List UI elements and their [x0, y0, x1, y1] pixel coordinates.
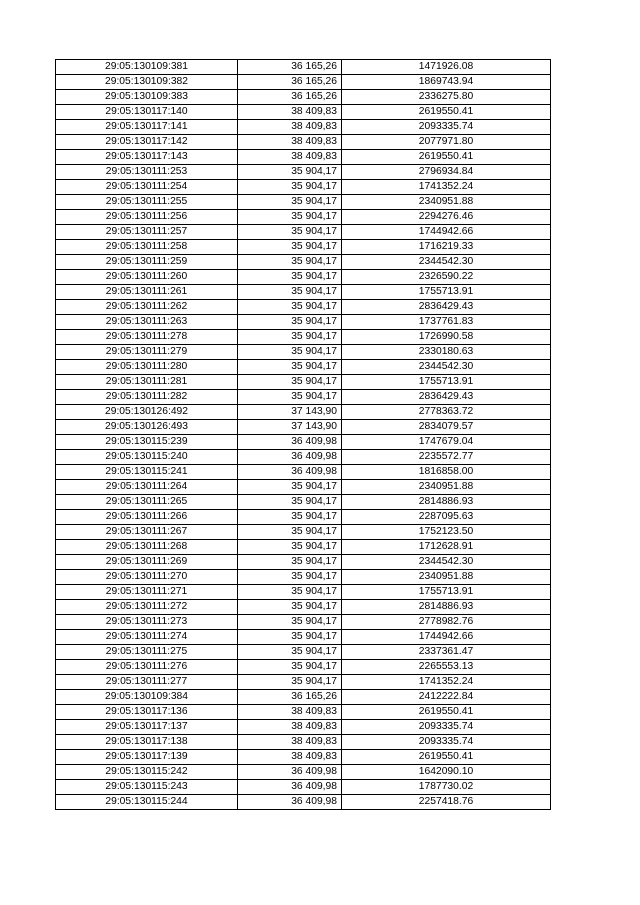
table-row — [56, 375, 551, 390]
rate-cell: 35 904,17 — [238, 510, 342, 525]
value-cell: 2093335.74 — [342, 735, 551, 750]
table-row — [56, 345, 551, 360]
value-cell: 1816858.00 — [342, 465, 551, 480]
value-cell: 2344542.30 — [342, 255, 551, 270]
cadastral-number-cell: 29:05:130109:384 — [56, 690, 238, 705]
value-cell: 1741352.24 — [342, 180, 551, 195]
rate-cell: 35 904,17 — [238, 240, 342, 255]
cadastral-number-cell: 29:05:130115:240 — [56, 450, 238, 465]
value-cell: 1752123.50 — [342, 525, 551, 540]
rate-cell: 35 904,17 — [238, 495, 342, 510]
table-row — [56, 420, 551, 435]
cadastral-number-cell: 29:05:130115:243 — [56, 780, 238, 795]
table-row — [56, 435, 551, 450]
table-row — [56, 270, 551, 285]
value-cell: 2814886.93 — [342, 600, 551, 615]
table-row — [56, 285, 551, 300]
rate-cell: 38 409,83 — [238, 150, 342, 165]
table-row — [56, 780, 551, 795]
table-row — [56, 630, 551, 645]
cadastral-number-cell: 29:05:130117:142 — [56, 135, 238, 150]
rate-cell: 35 904,17 — [238, 315, 342, 330]
table-row — [56, 765, 551, 780]
cadastral-number-cell: 29:05:130111:264 — [56, 480, 238, 495]
table-row — [56, 450, 551, 465]
cadastral-number-cell: 29:05:130111:267 — [56, 525, 238, 540]
cadastral-number-cell: 29:05:130111:260 — [56, 270, 238, 285]
value-cell: 1755713.91 — [342, 375, 551, 390]
cadastral-number-cell: 29:05:130109:382 — [56, 75, 238, 90]
rate-cell: 38 409,83 — [238, 720, 342, 735]
value-cell: 2619550.41 — [342, 150, 551, 165]
value-cell: 2294276.46 — [342, 210, 551, 225]
cadastral-number-cell: 29:05:130111:276 — [56, 660, 238, 675]
rate-cell: 36 409,98 — [238, 465, 342, 480]
table-row — [56, 195, 551, 210]
cadastral-number-cell: 29:05:130117:143 — [56, 150, 238, 165]
cadastral-number-cell: 29:05:130111:273 — [56, 615, 238, 630]
table-row — [56, 525, 551, 540]
cadastral-number-cell: 29:05:130111:280 — [56, 360, 238, 375]
table-row — [56, 465, 551, 480]
value-cell: 2337361.47 — [342, 645, 551, 660]
table-row — [56, 750, 551, 765]
rate-cell: 36 409,98 — [238, 450, 342, 465]
rate-cell: 36 409,98 — [238, 795, 342, 810]
rate-cell: 35 904,17 — [238, 360, 342, 375]
cadastral-number-cell: 29:05:130111:266 — [56, 510, 238, 525]
table-row — [56, 225, 551, 240]
cadastral-number-cell: 29:05:130111:254 — [56, 180, 238, 195]
rate-cell: 35 904,17 — [238, 600, 342, 615]
cadastral-number-cell: 29:05:130111:258 — [56, 240, 238, 255]
table-row — [56, 255, 551, 270]
cadastral-number-cell: 29:05:130117:138 — [56, 735, 238, 750]
cadastral-number-cell: 29:05:130111:274 — [56, 630, 238, 645]
cadastral-value-table — [55, 59, 551, 810]
rate-cell: 35 904,17 — [238, 480, 342, 495]
value-cell: 1642090.10 — [342, 765, 551, 780]
rate-cell: 35 904,17 — [238, 645, 342, 660]
cadastral-number-cell: 29:05:130111:262 — [56, 300, 238, 315]
table-row — [56, 690, 551, 705]
rate-cell: 35 904,17 — [238, 390, 342, 405]
cadastral-number-cell: 29:05:130111:255 — [56, 195, 238, 210]
table-row — [56, 570, 551, 585]
cadastral-number-cell: 29:05:130115:239 — [56, 435, 238, 450]
table-row — [56, 150, 551, 165]
rate-cell: 36 165,26 — [238, 90, 342, 105]
cadastral-number-cell: 29:05:130111:257 — [56, 225, 238, 240]
value-cell: 2336275.80 — [342, 90, 551, 105]
rate-cell: 35 904,17 — [238, 555, 342, 570]
cadastral-number-cell: 29:05:130115:242 — [56, 765, 238, 780]
cadastral-number-cell: 29:05:130111:270 — [56, 570, 238, 585]
cadastral-number-cell: 29:05:130111:271 — [56, 585, 238, 600]
value-cell: 2834079.57 — [342, 420, 551, 435]
value-cell: 2796934.84 — [342, 165, 551, 180]
rate-cell: 38 409,83 — [238, 135, 342, 150]
rate-cell: 35 904,17 — [238, 330, 342, 345]
rate-cell: 36 409,98 — [238, 765, 342, 780]
cadastral-number-cell: 29:05:130111:269 — [56, 555, 238, 570]
cadastral-number-cell: 29:05:130117:136 — [56, 705, 238, 720]
rate-cell: 38 409,83 — [238, 105, 342, 120]
value-cell: 2235572.77 — [342, 450, 551, 465]
value-cell: 2326590.22 — [342, 270, 551, 285]
rate-cell: 36 165,26 — [238, 75, 342, 90]
table-row — [56, 165, 551, 180]
cadastral-number-cell: 29:05:130109:381 — [56, 60, 238, 75]
table-row — [56, 735, 551, 750]
cadastral-number-cell: 29:05:130126:492 — [56, 405, 238, 420]
cadastral-number-cell: 29:05:130111:261 — [56, 285, 238, 300]
rate-cell: 38 409,83 — [238, 735, 342, 750]
rate-cell: 35 904,17 — [238, 300, 342, 315]
rate-cell: 38 409,83 — [238, 120, 342, 135]
value-cell: 2836429.43 — [342, 390, 551, 405]
table-row — [56, 60, 551, 75]
cadastral-number-cell: 29:05:130111:282 — [56, 390, 238, 405]
table-row — [56, 240, 551, 255]
table-row — [56, 645, 551, 660]
table-row — [56, 615, 551, 630]
cadastral-number-cell: 29:05:130111:277 — [56, 675, 238, 690]
rate-cell: 35 904,17 — [238, 585, 342, 600]
cadastral-number-cell: 29:05:130111:278 — [56, 330, 238, 345]
cadastral-number-cell: 29:05:130111:256 — [56, 210, 238, 225]
rate-cell: 36 165,26 — [238, 690, 342, 705]
rate-cell: 35 904,17 — [238, 225, 342, 240]
rate-cell: 36 165,26 — [238, 60, 342, 75]
rate-cell: 35 904,17 — [238, 195, 342, 210]
table-row — [56, 510, 551, 525]
rate-cell: 38 409,83 — [238, 705, 342, 720]
value-cell: 2340951.88 — [342, 570, 551, 585]
cadastral-number-cell: 29:05:130111:279 — [56, 345, 238, 360]
value-cell: 2340951.88 — [342, 480, 551, 495]
rate-cell: 35 904,17 — [238, 210, 342, 225]
value-cell: 2257418.76 — [342, 795, 551, 810]
table-row — [56, 540, 551, 555]
value-cell: 1471926.08 — [342, 60, 551, 75]
rate-cell: 35 904,17 — [238, 165, 342, 180]
table-row — [56, 585, 551, 600]
value-cell: 1747679.04 — [342, 435, 551, 450]
rate-cell: 35 904,17 — [238, 525, 342, 540]
table-row — [56, 720, 551, 735]
table-row — [56, 360, 551, 375]
value-cell: 2778363.72 — [342, 405, 551, 420]
value-cell: 2619550.41 — [342, 105, 551, 120]
rate-cell: 35 904,17 — [238, 570, 342, 585]
rate-cell: 35 904,17 — [238, 345, 342, 360]
table-row — [56, 300, 551, 315]
cadastral-number-cell: 29:05:130115:244 — [56, 795, 238, 810]
rate-cell: 37 143,90 — [238, 420, 342, 435]
value-cell: 1716219.33 — [342, 240, 551, 255]
rate-cell: 35 904,17 — [238, 630, 342, 645]
value-cell: 1869743.94 — [342, 75, 551, 90]
rate-cell: 35 904,17 — [238, 180, 342, 195]
value-cell: 2619550.41 — [342, 750, 551, 765]
value-cell: 1755713.91 — [342, 285, 551, 300]
cadastral-number-cell: 29:05:130109:383 — [56, 90, 238, 105]
table-row — [56, 795, 551, 810]
rate-cell: 35 904,17 — [238, 285, 342, 300]
rate-cell: 35 904,17 — [238, 375, 342, 390]
cadastral-number-cell: 29:05:130111:281 — [56, 375, 238, 390]
value-cell: 2836429.43 — [342, 300, 551, 315]
value-cell: 2093335.74 — [342, 120, 551, 135]
table-row — [56, 315, 551, 330]
value-cell: 2814886.93 — [342, 495, 551, 510]
table-row — [56, 660, 551, 675]
rate-cell: 36 409,98 — [238, 780, 342, 795]
rate-cell: 38 409,83 — [238, 750, 342, 765]
cadastral-number-cell: 29:05:130117:137 — [56, 720, 238, 735]
value-cell: 2287095.63 — [342, 510, 551, 525]
table-row — [56, 330, 551, 345]
document-page — [55, 59, 550, 810]
value-cell: 2344542.30 — [342, 555, 551, 570]
cadastral-number-cell: 29:05:130111:253 — [56, 165, 238, 180]
table-body — [56, 60, 551, 810]
value-cell: 2412222.84 — [342, 690, 551, 705]
value-cell: 1712628.91 — [342, 540, 551, 555]
rate-cell: 35 904,17 — [238, 540, 342, 555]
table-row — [56, 480, 551, 495]
table-row — [56, 210, 551, 225]
value-cell: 1726990.58 — [342, 330, 551, 345]
table-row — [56, 105, 551, 120]
cadastral-number-cell: 29:05:130126:493 — [56, 420, 238, 435]
table-row — [56, 75, 551, 90]
value-cell: 2093335.74 — [342, 720, 551, 735]
table-row — [56, 390, 551, 405]
cadastral-number-cell: 29:05:130111:272 — [56, 600, 238, 615]
value-cell: 2330180.63 — [342, 345, 551, 360]
table-row — [56, 675, 551, 690]
value-cell: 1755713.91 — [342, 585, 551, 600]
rate-cell: 36 409,98 — [238, 435, 342, 450]
rate-cell: 35 904,17 — [238, 615, 342, 630]
table-row — [56, 555, 551, 570]
rate-cell: 35 904,17 — [238, 270, 342, 285]
table-row — [56, 405, 551, 420]
table-row — [56, 180, 551, 195]
cadastral-number-cell: 29:05:130111:275 — [56, 645, 238, 660]
value-cell: 2340951.88 — [342, 195, 551, 210]
rate-cell: 35 904,17 — [238, 660, 342, 675]
cadastral-number-cell: 29:05:130115:241 — [56, 465, 238, 480]
value-cell: 2265553.13 — [342, 660, 551, 675]
table-row — [56, 120, 551, 135]
value-cell: 2344542.30 — [342, 360, 551, 375]
value-cell: 2077971.80 — [342, 135, 551, 150]
rate-cell: 37 143,90 — [238, 405, 342, 420]
table-row — [56, 135, 551, 150]
cadastral-number-cell: 29:05:130111:268 — [56, 540, 238, 555]
cadastral-number-cell: 29:05:130111:265 — [56, 495, 238, 510]
rate-cell: 35 904,17 — [238, 675, 342, 690]
cadastral-number-cell: 29:05:130117:140 — [56, 105, 238, 120]
value-cell: 2778982.76 — [342, 615, 551, 630]
table-row — [56, 705, 551, 720]
value-cell: 1787730.02 — [342, 780, 551, 795]
cadastral-number-cell: 29:05:130111:259 — [56, 255, 238, 270]
value-cell: 1744942.66 — [342, 630, 551, 645]
rate-cell: 35 904,17 — [238, 255, 342, 270]
cadastral-number-cell: 29:05:130117:141 — [56, 120, 238, 135]
value-cell: 1741352.24 — [342, 675, 551, 690]
table-row — [56, 495, 551, 510]
cadastral-number-cell: 29:05:130111:263 — [56, 315, 238, 330]
value-cell: 1744942.66 — [342, 225, 551, 240]
cadastral-number-cell: 29:05:130117:139 — [56, 750, 238, 765]
value-cell: 1737761.83 — [342, 315, 551, 330]
table-row — [56, 600, 551, 615]
value-cell: 2619550.41 — [342, 705, 551, 720]
table-row — [56, 90, 551, 105]
